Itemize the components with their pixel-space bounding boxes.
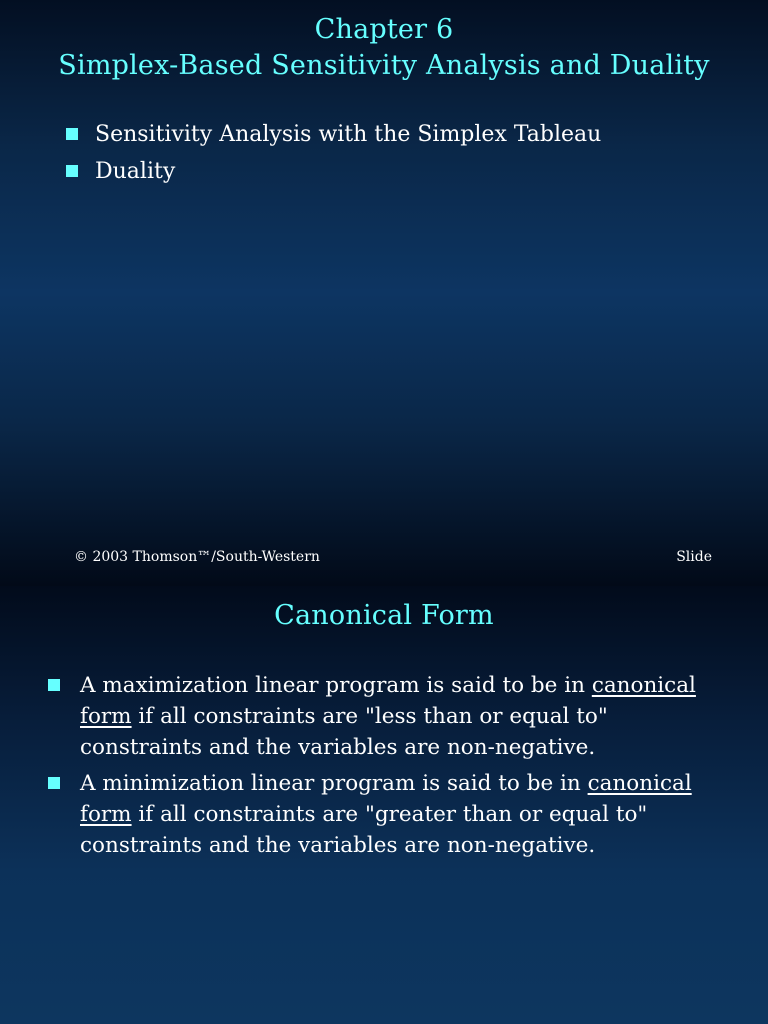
list-item	[48, 768, 728, 861]
bullet-text-prefix: A maximization linear program is said to be in	[80, 673, 592, 698]
list-item	[48, 670, 728, 763]
slide-canonical-form	[0, 586, 768, 1024]
underlined-term: canonical form	[80, 673, 696, 729]
footer-copyright: © 2003 Thomson™/South-Western	[74, 549, 320, 565]
bullet-text: Sensitivity Analysis with the Simplex Tableau	[95, 122, 602, 147]
bullet-text-suffix: if all constraints are "less than or equal to" constraints and the variables are non-negative.	[80, 704, 608, 760]
list-item	[66, 153, 726, 190]
slide-title-topic: Simplex-Based Sensitivity Analysis and Duality	[58, 50, 710, 81]
square-bullet-icon	[66, 128, 78, 140]
slide-title-chapter: Chapter 6	[314, 14, 454, 45]
list-item	[66, 116, 726, 153]
bullet-text-prefix: A minimization linear program is said to be in	[80, 771, 588, 796]
slide-title: Canonical Form	[274, 600, 494, 631]
topic-bullet-list	[66, 116, 726, 190]
definition-bullet-list	[48, 670, 728, 866]
square-bullet-icon	[48, 777, 60, 789]
bullet-text-suffix: if all constraints are "greater than or equal to" constraints and the variables are non-negative.	[80, 802, 648, 858]
underlined-term: canonical form	[80, 771, 692, 827]
square-bullet-icon	[48, 679, 60, 691]
square-bullet-icon	[66, 165, 78, 177]
footer-slide-label: Slide	[676, 549, 712, 565]
bullet-text: Duality	[95, 159, 176, 184]
